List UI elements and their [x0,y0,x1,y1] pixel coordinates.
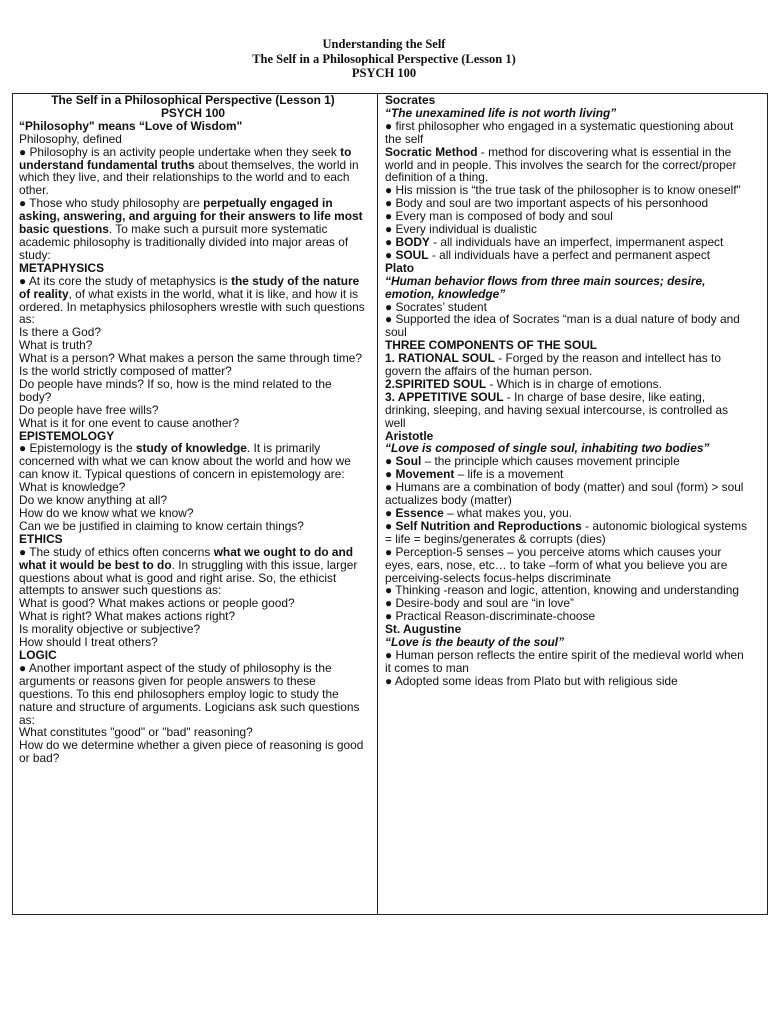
socrates-point: ● His mission is “the true task of the philosopher is to know oneself" [385,183,741,198]
epistemology-paragraph: ● Epistemology is the study of knowledge. It is primarily concerned with what we can know about the world and how we can know it. Typical questions of concern in epistemology are: [19,441,351,482]
logic-question: What constitutes "good" or "bad" reasoning? [19,725,253,740]
plato-heading: Plato [385,260,415,275]
aristotle-quote: “Love is composed of single soul, inhabiting two bodies” [385,441,710,456]
epistemology-question: What is knowledge? [19,480,126,495]
socrates-body-point: ● BODY - all individuals have an imperfect, impermanent aspect [385,234,724,249]
socrates-point: ● Every man is composed of body and soul [385,209,613,224]
ethics-question: What is right? What makes actions right? [19,609,236,624]
plato-point: ● Supported the idea of Socrates “man is a dual nature of body and soul [385,312,740,340]
ethics-question: What is good? What makes actions or people good? [19,596,295,611]
augustine-point: ● Adopted some ideas from Plato but with religious side [385,673,678,688]
socrates-point: ● Body and soul are two important aspects of his personhood [385,196,709,211]
left-column-title: The Self in a Philosophical Perspective (Lesson 1) [51,93,335,107]
philosophy-paragraph-2: ● Those who study philosophy are perpetually engaged in asking, answering, and arguing for their answers to life most basic questions. To make such a pursuit more systematic academic philosophy is traditionally divided into major areas of study: [19,196,363,262]
socrates-point: ● first philosopher who engaged in a systematic questioning about the self [385,118,734,146]
metaphysics-question: What is truth? [19,338,93,353]
header-title: Understanding the Self [322,37,446,51]
augustine-quote: “Love is the beauty of the soul” [385,635,565,650]
metaphysics-paragraph: ● At its core the study of metaphysics is the study of the nature of reality, of what exists in the world, what it is like, and how it is ordered. In metaphysics philosophers wrestle with such questions as: [19,273,365,327]
aristotle-point: ● Soul – the principle which causes movement principle [385,454,680,469]
epistemology-question: Can we be justified in claiming to know certain things? [19,518,304,533]
logic-paragraph: ● Another important aspect of the study of philosophy is the arguments or reasons given for people answers to these questions. To this end philosophers employ logic to study the nature and structure of arguments. Logicians ask such questions as: [19,660,360,727]
left-column [19,94,367,765]
aristotle-point: ● Thinking -reason and logic, attention, knowing and understanding [385,583,740,598]
header-course: PSYCH 100 [351,66,417,80]
aristotle-point: ● Humans are a combination of body (matter) and soul (form) > soul actualizes body (matter) [385,480,744,508]
soul-components-heading: THREE COMPONENTS OF THE SOUL [385,338,598,353]
metaphysics-question: What is it for one event to cause another? [19,415,240,430]
aristotle-point: ● Self Nutrition and Reproductions - autonomic biological systems = life = begins/generates & corrupts (dies) [385,518,748,546]
socrates-soul-point: ● SOUL - all individuals have a perfect and permanent aspect [385,247,711,262]
aristotle-point: ● Essence – what makes you, you. [385,506,572,520]
metaphysics-question: Do people have minds? If so, how is the mind related to the body? [19,376,332,404]
aristotle-point: ● Desire-body and soul are “in love” [385,596,574,611]
aristotle-point: ● Practical Reason-discriminate-choose [385,609,596,624]
notes-table [12,93,768,915]
epistemology-question: How do we know what we know? [19,506,194,520]
ethics-question: How should I treat others? [19,635,158,650]
aristotle-point: ● Perception-5 senses – you perceive atoms which causes your eyes, ears, nose, etc… to take –form of what you believe you are perceiving-selects focus-helps discriminate [385,544,728,585]
ethics-paragraph: ● The study of ethics often concerns what we ought to do and what it would be best to do. In struggling with this issue, larger questions about what is good and right arise. So, the ethicist attempts to answer such questions as: [19,544,358,598]
soul-component: 3. APPETITIVE SOUL - In charge of base desire, like eating, drinking, sleeping, and having sexual intercourse, is controlled as well [385,389,729,430]
socrates-quote: “The unexamined life is not worth living” [385,105,617,120]
aristotle-heading: Aristotle [385,428,434,443]
epistemology-question: Do we know anything at all? [19,493,168,508]
right-column [385,94,747,688]
metaphysics-question: Is there a God? [19,325,101,340]
logic-heading: LOGIC [19,647,57,662]
soul-component: 1. RATIONAL SOUL - Forged by the reason and intellect has to govern the affairs of the human person. [385,351,721,379]
ethics-question: Is morality objective or subjective? [19,622,201,637]
socrates-heading: Socrates [385,93,436,107]
socratic-method: Socratic Method - method for discovering what is essential in the world and in people. This involves the search for the correct/proper definition of a thing. [385,144,737,185]
header-subtitle: The Self in a Philosophical Perspective (Lesson 1) [252,51,516,66]
aristotle-point: ● Movement – life is a movement [385,467,564,482]
ethics-heading: ETHICS [19,531,63,546]
plato-point: ● Socrates’ student [385,299,487,314]
philosophy-defined: Philosophy, defined [19,131,122,146]
metaphysics-heading: METAPHYSICS [19,260,105,275]
augustine-point: ● Human person reflects the entire spirit of the medieval world when it comes to man [385,647,744,675]
metaphysics-question: What is a person? What makes a person the same through time? [19,351,363,366]
augustine-heading: St. Augustine [385,622,462,637]
plato-quote: “Human behavior flows from three main sources; desire, emotion, knowledge” [385,273,706,301]
philosophy-meaning: “Philosophy" means “Love of Wisdom" [19,118,243,133]
epistemology-heading: EPISTEMOLOGY [19,428,115,443]
metaphysics-question: Is the world strictly composed of matter? [19,364,232,379]
left-column-course: PSYCH 100 [160,105,226,120]
document-header [0,37,768,81]
philosophy-paragraph-1: ● Philosophy is an activity people undertake when they seek to understand fundamental truths about themselves, the world in which they live, and their relationships to the world and to each other. [19,144,359,198]
column-divider [377,94,378,914]
logic-question: How do we determine whether a given piece of reasoning is good or bad? [19,738,364,766]
metaphysics-question: Do people have free wills? [19,402,159,417]
socrates-point: ● Every individual is dualistic [385,222,537,237]
soul-component: 2.SPIRITED SOUL - Which is in charge of emotions. [385,376,662,391]
